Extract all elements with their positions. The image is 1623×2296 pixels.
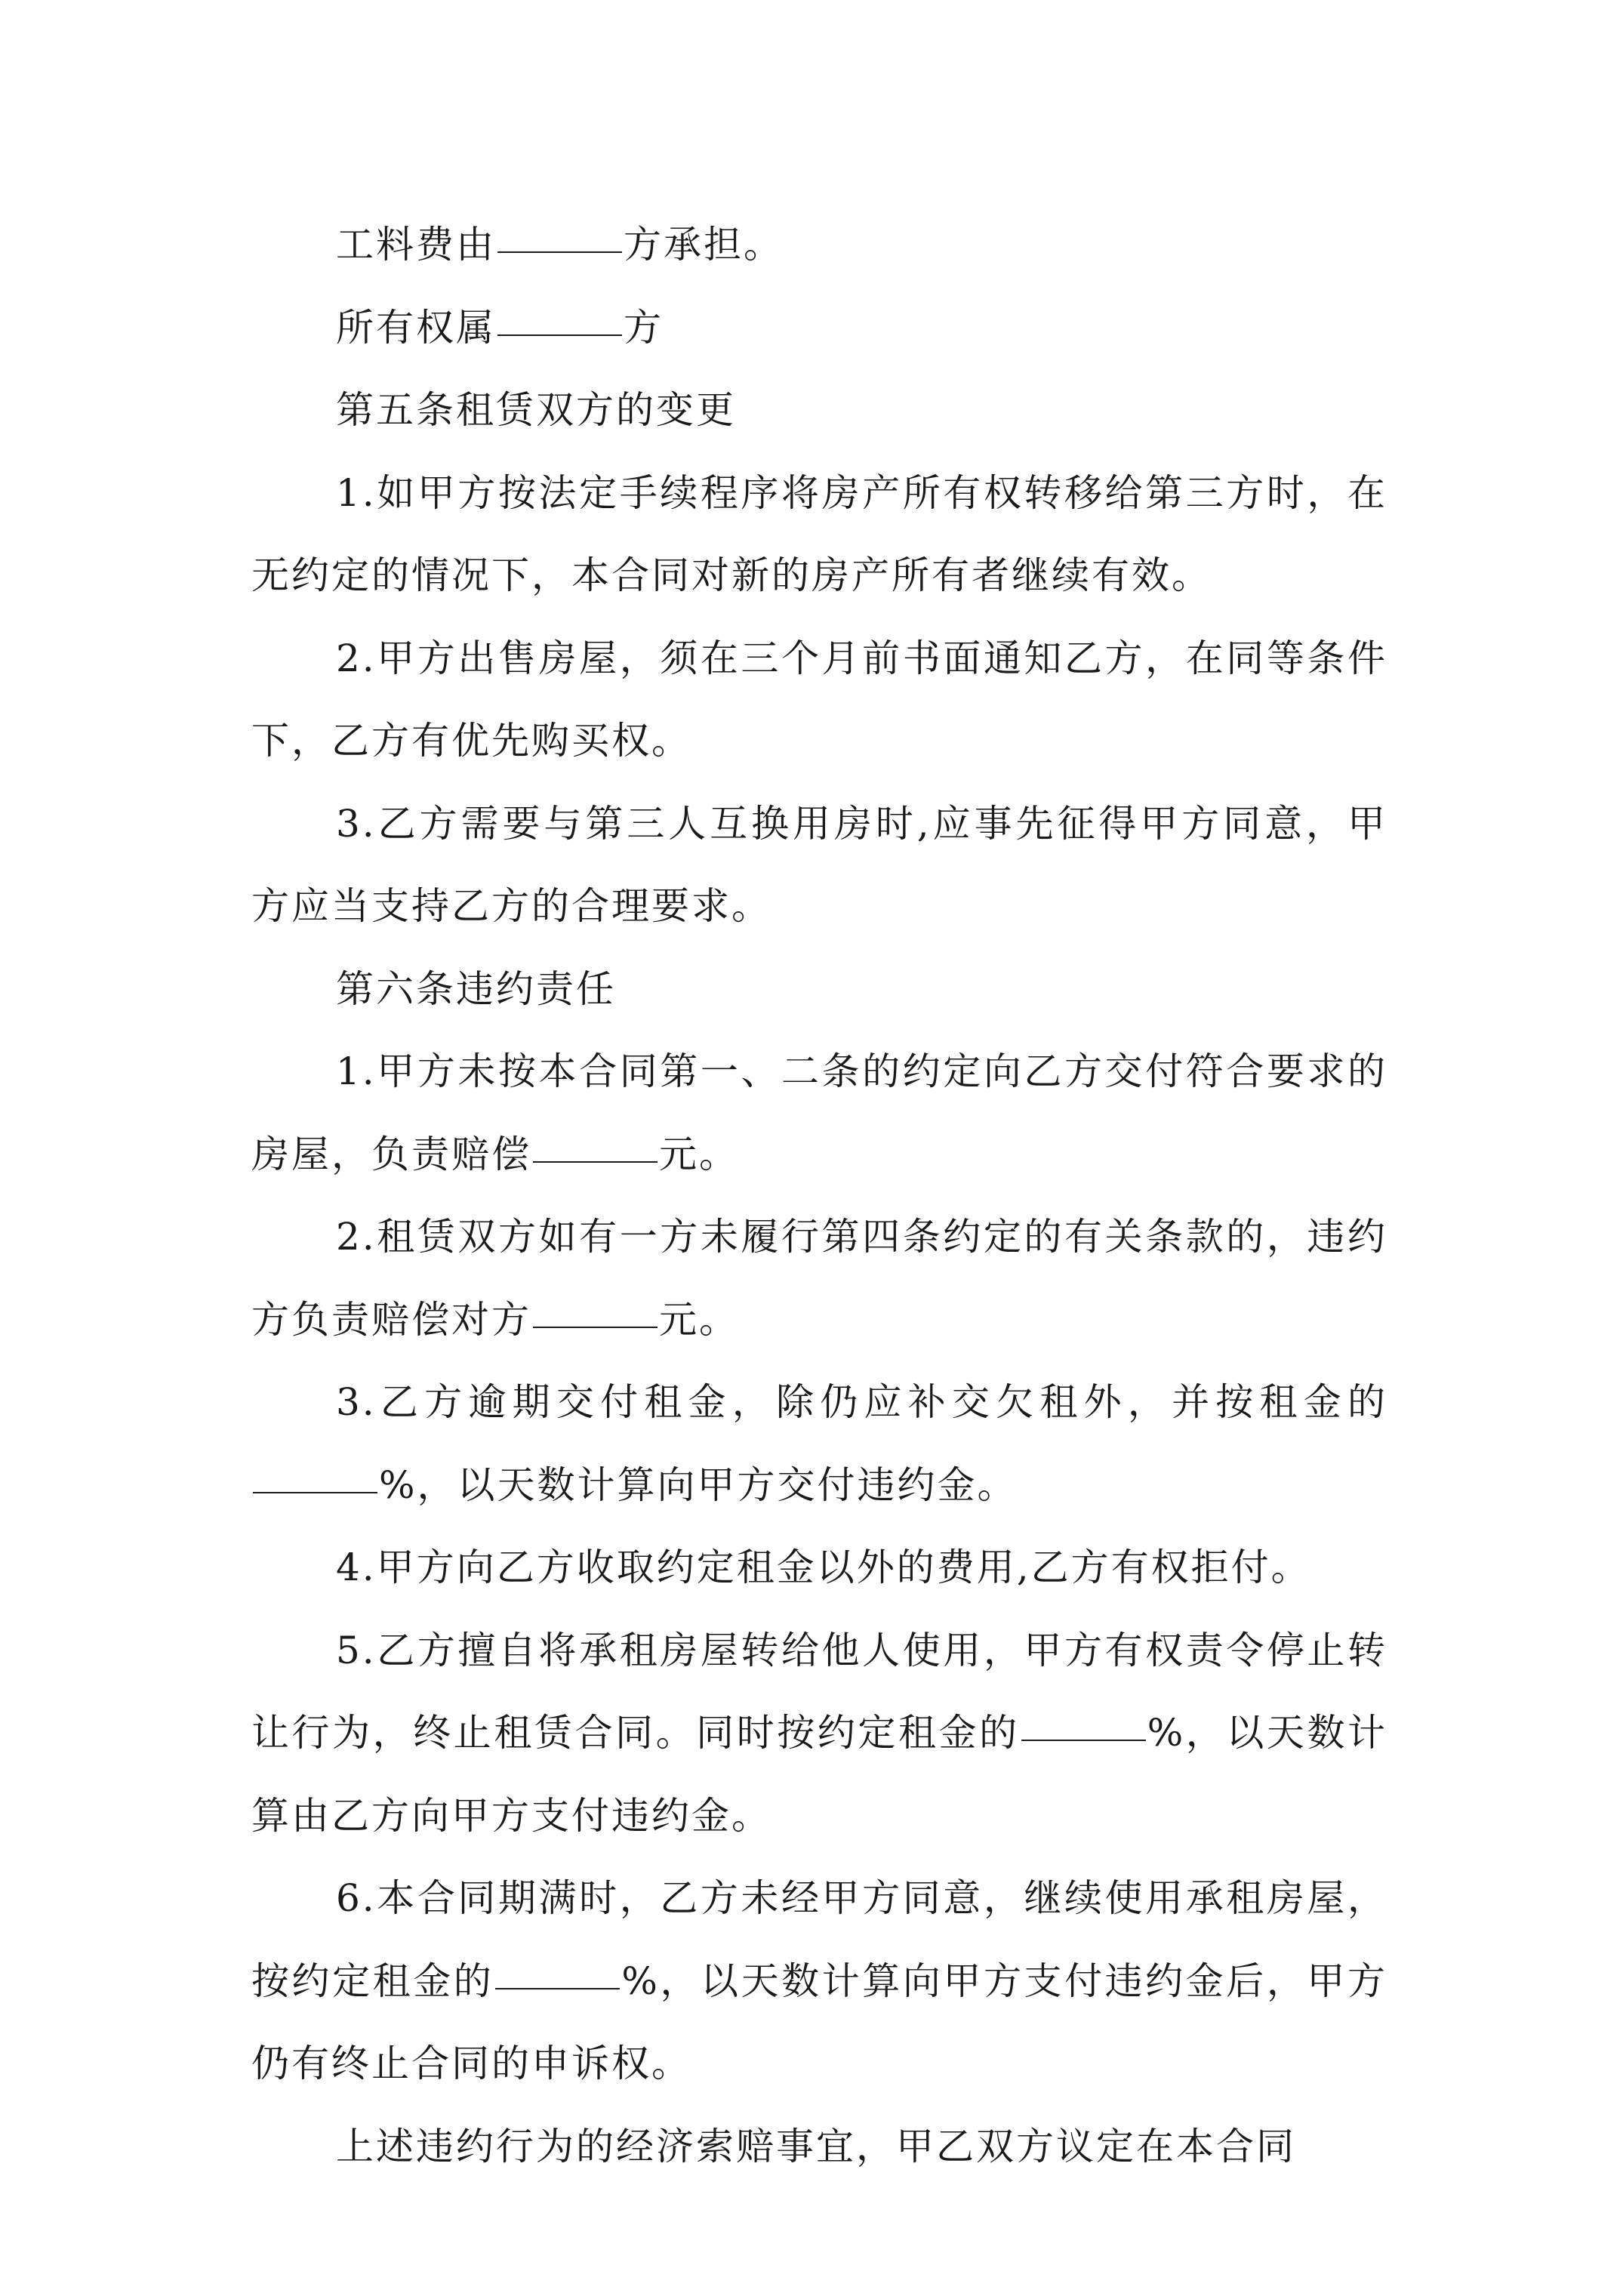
fill-in-blank [533, 1326, 658, 1328]
contract-body [251, 204, 1387, 2188]
paragraph-labor-cost: 工料费由 方承担。 [336, 223, 784, 267]
clause-5-2: 2.甲方出售房屋，须在三个月前书面通知乙方，在同等条件下，乙方有优先购买权。 [251, 636, 1387, 763]
section-heading-5: 第五条租赁双方的变更 [336, 388, 736, 432]
fill-in-blank [497, 251, 622, 253]
fill-in-blank [495, 1987, 620, 1989]
clause-6-2: 2.租赁双方如有一方未履行第四条约定的有关条款的，违约方负责赔偿对方 元。 [251, 1215, 1387, 1342]
fill-in-blank [1021, 1739, 1146, 1741]
clause-5-1: 1.如甲方按法定手续程序将房产所有权转移给第三方时，在无约定的情况下，本合同对新的房产所有者继续有效。 [251, 470, 1387, 597]
clause-6-6: 6.本合同期满时，乙方未经甲方同意，继续使用承租房屋，按约定租金的 %，以天数计算向甲方支付违约金后，甲方仍有终止合同的申诉权。 [251, 1876, 1387, 2085]
paragraph-ownership: 所有权属 方 [336, 305, 664, 350]
clause-6-1: 1.甲方未按本合同第一、二条的约定向乙方交付符合要求的房屋，负责赔偿 元。 [251, 1049, 1387, 1176]
fill-in-blank [497, 334, 622, 336]
section-heading-6: 第六条违约责任 [336, 966, 616, 1011]
paragraph-compensation: 上述违约行为的经济索赔事宜，甲乙双方议定在本合同 [336, 2124, 1296, 2168]
fill-in-blank [253, 1491, 377, 1493]
clause-5-3: 3.乙方需要与第三人互换用房时,应事先征得甲方同意，甲方应当支持乙方的合理要求。 [251, 801, 1387, 928]
fill-in-blank [533, 1160, 658, 1163]
clause-6-4: 4.甲方向乙方收取约定租金以外的费用,乙方有权拒付。 [336, 1546, 1311, 1589]
clause-6-5: 5.乙方擅自将承租房屋转给他人使用，甲方有权责令停止转让行为，终止租赁合同。同时按约定租金的 %，以天数计算由乙方向甲方支付违约金。 [251, 1628, 1388, 1838]
clause-6-3: 3.乙方逾期交付租金，除仍应补交欠租外，并按租金的%，以天数计算向甲方交付违约金。 [251, 1361, 1387, 1527]
